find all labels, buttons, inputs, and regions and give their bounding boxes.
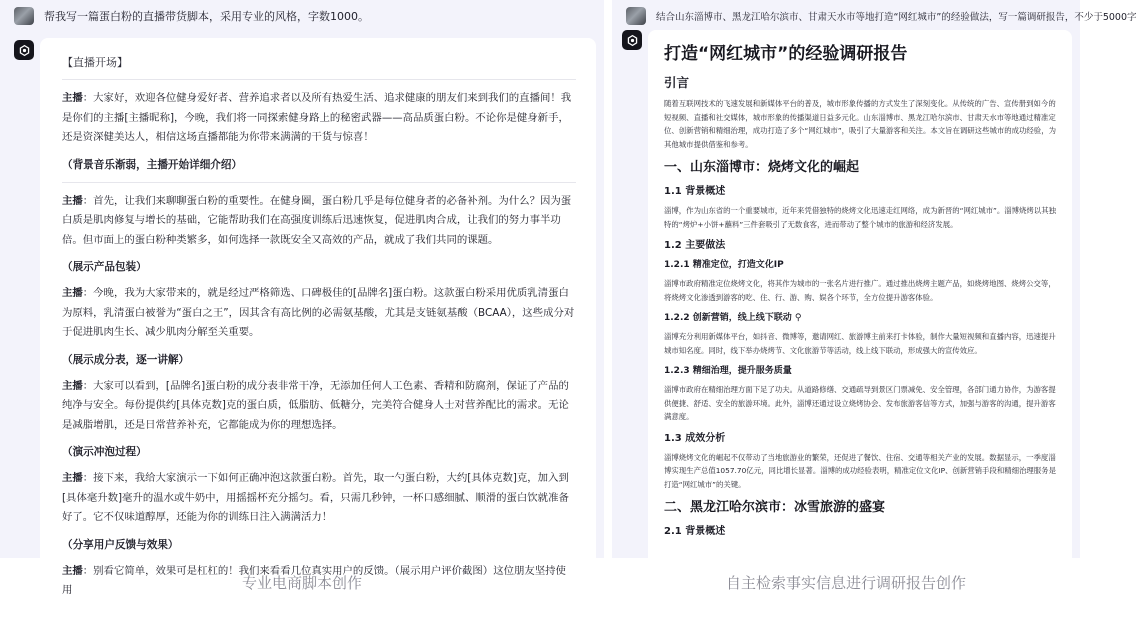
report-paragraph: 淄博市政府精准定位烧烤文化，将其作为城市的一张名片进行推广。通过推出烧烤主题产品，如烧烤地图、烧烤公交等，将烧烤文化渗透到游客的吃、住、行、游、购、娱各个环节，全方位提升游客体验。 — [664, 279, 1056, 302]
script-paragraph — [62, 469, 576, 528]
user-prompt-text: 帮我写一篇蛋白粉的直播带货脚本，采用专业的风格，字数1000。 — [44, 10, 369, 23]
right-chat-panel — [612, 0, 1137, 558]
paragraph-text: ：别看它简单，效果可是杠杠的！我们来看看几位真实用户的反馈。（展示用户评价截图）这位朋友坚持使用 — [62, 564, 566, 596]
speaker-label: 主播 — [62, 287, 83, 299]
report-heading-2: 引言 — [664, 75, 690, 90]
user-prompt-row — [626, 6, 1137, 26]
speaker-label: 主播 — [62, 472, 83, 484]
report-paragraph: 淄博，作为山东省的一个重要城市，近年来凭借独特的烧烤文化迅速走红网络，成为新晋的“网红城市”。淄博烧烤以其独特的“烤炉+小饼+蘸料”三件套吸引了无数食客，进而带动了整个城市的旅游和经济发展。 — [664, 206, 1056, 229]
script-paragraph — [62, 192, 576, 251]
report-heading-4: 1.2.3 精细治理，提升服务质量 — [664, 366, 792, 376]
script-paragraph — [62, 89, 576, 148]
report-paragraph: 淄博充分利用新媒体平台，如抖音、微博等，邀请网红、旅游博主前来打卡体验，制作大量短视频和直播内容，迅速提升城市知名度。同时，线下举办烧烤节、文化旅游节等活动，线上线下联动，形成强大的宣传效应。 — [664, 332, 1056, 355]
user-avatar[interactable] — [14, 7, 34, 25]
speaker-label: 主播 — [62, 92, 83, 104]
right-caption: 自主检索事实信息进行调研报告创作 — [725, 574, 966, 592]
report-heading-3: 1.2 主要做法 — [664, 240, 726, 251]
report-heading-3: 1.1 背景概述 — [664, 186, 726, 197]
user-avatar[interactable] — [626, 7, 646, 25]
paragraph-text: ：今晚，我为大家带来的，就是经过严格筛选、口碑极佳的[品牌名]蛋白粉。这款蛋白粉采用优质乳清蛋白为原料，乳清蛋白被誉为“蛋白之王”，因其含有高比例的必需氨基酸，尤其是支链氨基酸（BCAA），这些成分对于促进肌肉生长、减少肌肉分解至关重要。 — [62, 287, 575, 338]
speaker-label: 主播 — [62, 564, 83, 577]
report-title: 打造“网红城市”的经验调研报告 — [664, 44, 908, 64]
stage-direction: （背景音乐渐弱，主播开始详细介绍） — [62, 158, 243, 171]
speaker-label: 主播 — [62, 379, 83, 392]
report-paragraph: 淄博市政府在精细治理方面下足了功夫。从道路修缮、交通疏导到景区门票减免、安全管理，各部门通力协作，为游客提供便捷、舒适、安全的旅游环境。此外，淄博还通过设立烧烤协会、发布旅游客信等方式，加强与游客的沟通，提升游客满意度。 — [664, 385, 1056, 421]
report-heading-3: 2.1 背景概述 — [664, 526, 726, 537]
user-prompt-row — [14, 6, 594, 26]
divider — [62, 79, 576, 80]
stage-direction: （演示冲泡过程） — [62, 446, 147, 458]
stage-direction: （分享用户反馈与效果） — [62, 538, 179, 551]
bot-avatar-icon — [14, 40, 34, 60]
report-heading-4: 1.2.1 精准定位，打造文化IP — [664, 260, 784, 270]
report-heading-4: 1.2.2 创新营销，线上线下联动 ⚲ — [664, 313, 802, 323]
paragraph-text: ：首先，让我们来聊聊蛋白粉的重要性。在健身圈，蛋白粉几乎是每位健身者的必备补剂。为什么？因为蛋白质是肌肉修复与增长的基础，它能帮助我们在高强度训练后迅速恢复，促进肌肉合成，让我们的努力事半功倍。但市面上的蛋白粉种类繁多，如何选择一款既安全又高效的产品，就成了我们共同的课题。 — [62, 194, 572, 246]
user-prompt-text: 结合山东淄博市、黑龙江哈尔滨市、甘肃天水市等地打造“网红城市”的经验做法，写一篇调研报告，不少于5000字 — [656, 12, 1137, 23]
section-title: 【直播开场】 — [62, 56, 128, 69]
report-paragraph: 淄博烧烤文化的崛起不仅带动了当地旅游业的繁荣，还促进了餐饮、住宿、交通等相关产业的发展。数据显示，一季度淄博实现生产总值1057.70亿元，同比增长显著。淄博的成功经验表明，精准定位文化IP、创新营销手段和精细治理服务是打造“网红城市”的关键。 — [664, 452, 1056, 489]
stage-direction: （展示成分表，逐一讲解） — [62, 353, 190, 366]
bot-response-card — [648, 30, 1072, 570]
bot-logo-icon — [626, 34, 639, 47]
report-heading-1: 二、黑龙江哈尔滨市：冰雪旅游的盛宴 — [664, 500, 886, 515]
report-paragraph: 随着互联网技术的飞速发展和新媒体平台的普及，城市形象传播的方式发生了深刻变化。从传统的广告、宣传册到如今的短视频、直播和社交媒体，城市形象的传播渠道日益多元化。山东淄博市、黑龙江哈尔滨市、甘肃天水市等地通过精准定位、创新营销和精细治理，成功打造了多个“网红城市”，吸引了大量游客和关注。本文旨在调研这些城市的成功经验，为其他城市提供借鉴和参考。 — [664, 99, 1056, 149]
paragraph-text: ：接下来，我给大家演示一下如何正确冲泡这款蛋白粉。首先，取一勺蛋白粉，大约[具体克数]克，加入到[具体毫升数]毫升的温水或牛奶中，用摇摇杯充分摇匀。看，只需几秒钟，一杯口感细腻、顺滑的蛋白饮就准备好了。它不仅味道醇厚，还能为你的训练日注入满满活力！ — [62, 472, 569, 523]
report-heading-3: 1.3 成效分析 — [664, 432, 726, 444]
report-heading-1: 一、山东淄博市：烧烤文化的崛起 — [664, 160, 860, 175]
paragraph-text: ：大家可以看到，[品牌名]蛋白粉的成分表非常干净，无添加任何人工色素、香精和防腐剂，保证了产品的纯净与安全。每份提供约[具体克数]克的蛋白质，低脂肪、低糖分，完美符合健身人士对营养配比的需求。无论是减脂增肌，还是日常营养补充，它都能成为你的理想选择。 — [62, 379, 569, 431]
paragraph-text: ：大家好，欢迎各位健身爱好者、营养追求者以及所有热爱生活、追求健康的朋友们来到我们的直播间！我是你们的主播[主播昵称]，今晚，我们将一同探索健身路上的秘密武器——高品质蛋白粉。不论你是健身新手，还是资深健美达人，相信这场直播都能为你带来满满的干货与惊喜！ — [62, 92, 572, 143]
script-paragraph — [62, 284, 576, 343]
script-paragraph — [62, 377, 576, 436]
bot-avatar-icon — [622, 30, 642, 50]
divider — [62, 182, 576, 183]
left-caption: 专业电商脚本创作 — [241, 574, 362, 592]
bot-logo-icon — [18, 44, 31, 57]
speaker-label: 主播 — [62, 194, 83, 207]
stage-direction: （展示产品包装） — [62, 261, 147, 273]
